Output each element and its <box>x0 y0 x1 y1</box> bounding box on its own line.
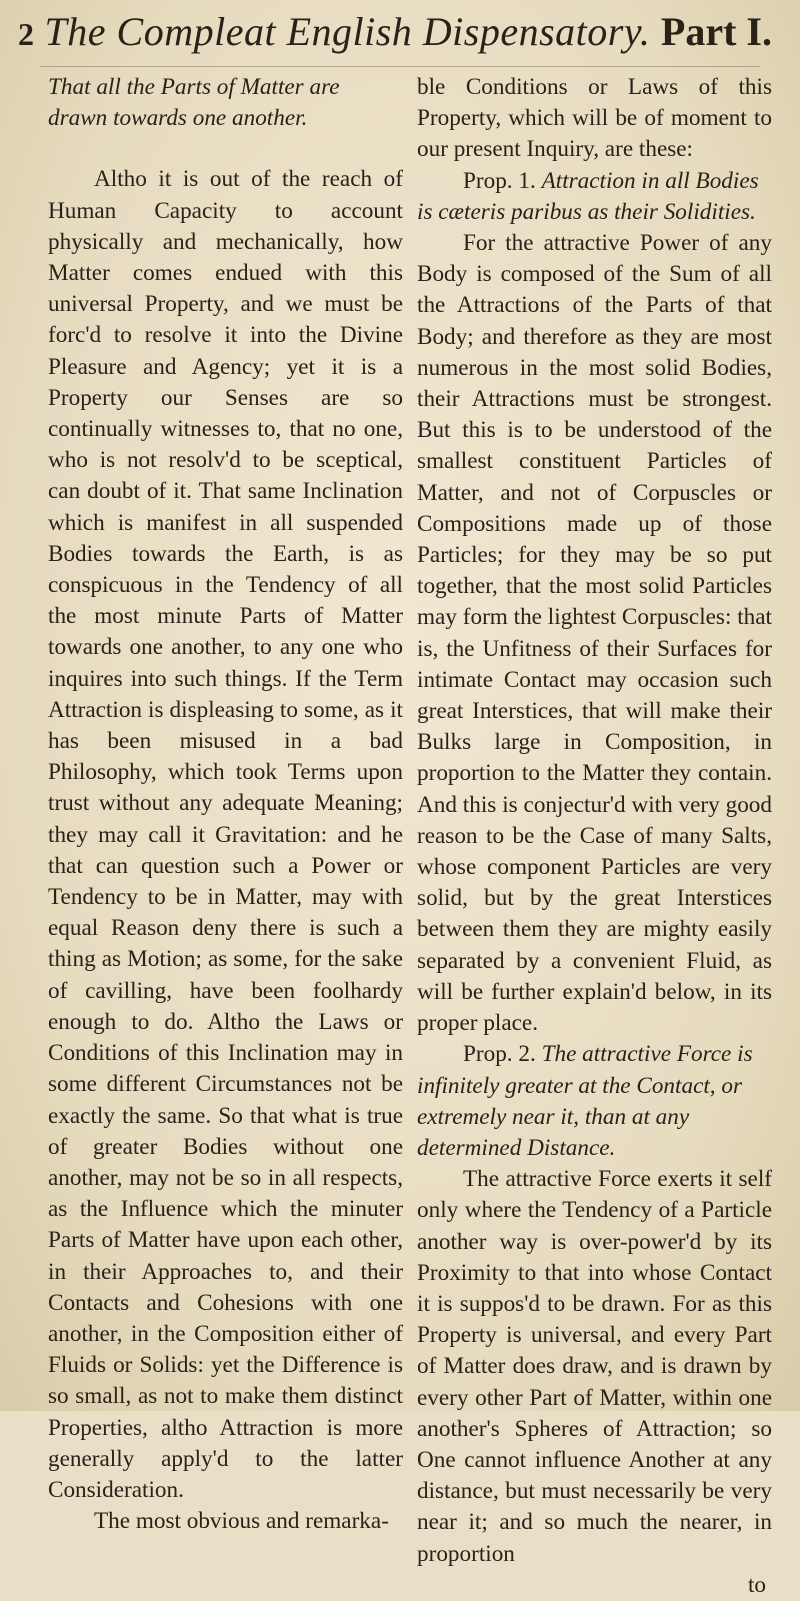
running-header <box>18 8 772 68</box>
proposition-title: The attractive Force is infinitely greater at the Contact, or extremely near it, than at any determined Distance. <box>417 1041 753 1161</box>
proposition-heading <box>417 1039 772 1164</box>
proposition-number: Prop. 1. <box>463 167 536 194</box>
proposition-number: Prop. 2. <box>463 1041 536 1068</box>
right-column <box>417 72 772 1598</box>
proposition-title: Attraction in all Bodies is cæteris paribus as their Solidities. <box>417 167 759 225</box>
running-title: The Compleat English Dispensatory. <box>44 9 651 54</box>
proposition-text: For the attractive Power of any Body is composed of the Sum of all the Attractions of the Parts of that Body; and therefore as they are most numerous in the most solid Bodies, their Attractions must be strongest. But this is to be understood of the smallest constituent Particles of Matter, and not of Corpuscles or Compositions made up of those Particles; for they may be so put together, that the most solid Particles may form the lightest Corpuscles: that is, the Unfitness of their Surfaces for intimate Contact may occasion such great Interstices, that will make their Bulks large in Composition, in proportion to the Matter they contain. And this is conjectur'd with very good reason to be the Case of many Salts, whose component Particles are very solid, but by the great Interstices between them they are mighty easily separated by a convenient Fluid, as will be further explain'd below, in its proper place. <box>417 230 772 1037</box>
proposition-heading <box>417 166 772 228</box>
proposition-text: The attractive Force exerts it self only where the Tendency of a Particle another way is over-power'd by its Proximity to that into whose Contact it is suppos'd to be drawn. For as this Property is universal, and every Part of Matter does draw, and is drawn by every other Part of Matter, within one another's Spheres of Attraction; so One cannot influence Another at any distance, but must necessarily be very near it; and so much the nearer, in proportion <box>417 1166 772 1567</box>
left-column <box>42 72 403 1535</box>
part-label: Part I. <box>660 9 772 54</box>
paragraph: The most obvious and remarka- <box>94 1508 389 1535</box>
header-rule <box>40 66 760 67</box>
text-columns <box>42 72 772 1598</box>
page-number: 2 <box>18 16 34 52</box>
continued-paragraph: ble Conditions or Laws of this Property, which will be of moment to our present Inquiry, are these: <box>417 74 772 163</box>
paragraph: Altho it is out of the reach of Human Capacity to account physically and mechanically, how Matter comes endued with this universal Property, and we must be forc'd to resolve it into the Divine Pleasure and Agency; yet it is a Property our Senses are so continually witnesses to, that no one, who is not resolv'd to be sceptical, can doubt of it. That same Inclination which is manifest in all suspended Bodies towards the Earth, is as conspicuous in the Tendency of all the most minute Parts of Matter towards one another, to any one who inquires into such things. If the Term Attraction is displeasing to some, as it has been misused in a bad Philosophy, which took Terms upon trust without any adequate Meaning; they may call it Gravitation: and he that can question such a Power or Tendency to be in Matter, may with equal Reason deny there is such a thing as Motion; as some, for the sake of cavilling, have been foolhardy enough to do. Altho the Laws or Conditions of this Inclination may in some different Circumstances not be exactly the same. So that what is true of greater Bodies without one another, may not be so in all respects, as the Influence which the minuter Parts of Matter have upon each other, in their Approaches to, and their Contacts and Cohesions with one another, in the Composition either of Fluids or Solids: yet the Difference is so small, as not to make them distinct Properties, altho Attraction is more generally apply'd to the latter Consideration. <box>48 166 403 1503</box>
section-heading: That all the Parts of Matter are drawn towards one another. <box>48 74 340 132</box>
catchword: to <box>747 1571 766 1598</box>
